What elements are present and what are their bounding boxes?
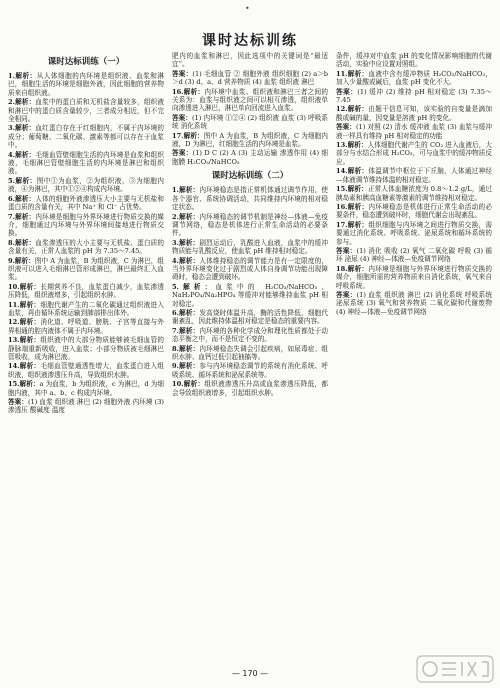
answer-text: 从人体细胞的内环境是组织液、血浆和淋巴，细胞生活的环境是细胞外液，因此细胞的营养物质来自组织液。	[8, 72, 164, 97]
answer-paragraph	[172, 88, 328, 113]
column-2	[172, 52, 328, 662]
answer-paragraph	[172, 213, 328, 238]
answer-label: 1.解析：	[172, 186, 200, 195]
answer-paragraph	[336, 70, 492, 87]
answer-text: 毛细血管壁细胞生活的内环境是血浆和组织液，毛细淋巴管壁细胞生活的内环境是淋巴和组织液。	[8, 150, 164, 176]
answer-label: 答案：	[172, 149, 193, 158]
answer-label: 4.解析：	[172, 256, 200, 265]
answer-text: (1) 缓冲 (2) 维持 pH 相对稳定 (3) 7.35～7.45	[336, 87, 492, 105]
answer-text: (1) 毛细血管 ② 细胞外液 组织细胞 (2) a＞b＞d (3) d、a、d 营养物质 (4) 血浆 组织液 淋巴	[172, 69, 328, 87]
answer-text: 内环境稳态失调会引起疾病，如尿毒症、组织水肿、血钙过低引起抽搐等。	[172, 344, 328, 361]
answer-text: 组织液渗透压升高或血浆渗透压降低，都会导致组织液增多，引起组织水肿。	[172, 380, 328, 397]
answer-paragraph	[336, 88, 492, 105]
answer-label: 6.解析：	[172, 308, 200, 317]
answer-paragraph	[8, 362, 164, 379]
answer-text: 肥内的血浆和淋巴，因此选项中的关键词是“最适宜”。	[172, 52, 328, 69]
answer-paragraph	[8, 239, 164, 256]
answer-label: 3.解析：	[8, 124, 36, 133]
answer-label: 9.解析：	[172, 362, 200, 371]
answer-label: 答案：	[336, 246, 357, 255]
answer-paragraph	[336, 291, 492, 316]
answer-label: 答案：	[336, 290, 357, 299]
answer-text: 消化道、呼吸道、膀胱、子宫等直接与外界相通的腔内液体不属于内环境。	[8, 318, 164, 335]
answer-text: (1) D C (2) A (3) 主动运输 渗透作用 (4) 细胞膜 H₂CO₃/NaHCO₃	[172, 149, 328, 166]
answer-paragraph	[172, 52, 328, 69]
answer-text: 发高烧时体温升高，酶的活性降低，细胞代谢紊乱，因此维持体温相对稳定是稳态的重要内容。	[172, 308, 328, 326]
answer-label: 10.解析：	[8, 282, 41, 291]
answer-paragraph	[172, 132, 328, 149]
answer-label: 13.解析：	[8, 336, 41, 345]
answer-paragraph	[172, 149, 328, 166]
answer-paragraph	[336, 221, 492, 246]
answer-paragraph	[8, 257, 164, 282]
answer-label: 7.解析：	[8, 212, 36, 221]
answer-label: 8.解析：	[8, 238, 36, 247]
answer-label: 答案：	[172, 113, 192, 122]
answer-text: 内环境是细胞与外界环境进行物质交换的媒介，细胞通过内环境与外界环境间接地进行物质交换。	[8, 212, 164, 238]
answer-label: 2.解析：	[172, 212, 200, 221]
answer-paragraph	[172, 114, 328, 131]
answer-paragraph	[172, 309, 328, 326]
answer-text: 图中①为血浆，②为组织液，③为细胞内液，④为淋巴，其中①②④构成内环境。	[8, 176, 164, 194]
answer-paragraph	[172, 380, 328, 397]
answer-label: 答案：	[336, 123, 356, 132]
answer-text: 体温调节中枢位于下丘脑，人体通过神经—体液调节维持体温的相对稳定。	[336, 167, 492, 184]
answer-label: 17.解析：	[336, 220, 369, 229]
answer-paragraph	[8, 283, 164, 300]
column-1	[8, 52, 164, 662]
answer-text: 人体的细胞外液渗透压大小主要与无机盐和蛋白质的含量有关，其中 Na⁺ 和 Cl⁻ 占优势。	[8, 194, 164, 212]
answer-text: 细胞代谢产生的二氧化碳通过组织液进入血浆，再由循环系统运输到肺部排出体外。	[8, 300, 164, 317]
answer-label: 1.解析：	[8, 72, 37, 80]
answer-text: 内环境的各种化学成分和理化性质都处于动态平衡之中，而不是恒定不变的。	[172, 326, 328, 344]
answer-paragraph	[172, 186, 328, 211]
answer-paragraph	[172, 283, 328, 308]
answer-label: 15.解析：	[336, 185, 368, 194]
answer-label: 14.解析：	[336, 167, 369, 176]
answer-text: 组织液中的大部分物质能够被毛细血管的静脉端重新吸收，进入血浆；小部分物质被毛细淋巴管吸收，成为淋巴液。	[8, 336, 164, 361]
answer-text: 由题干信息可知，该实验的自变量是滴加酸或碱的量，因变量是溶液 pH 的变化。	[336, 105, 492, 122]
answer-paragraph	[172, 239, 328, 256]
answer-paragraph	[8, 336, 164, 361]
answer-label: 10.解析：	[172, 380, 205, 389]
answer-text: 内环境稳态的调节机制是神经—体液—免疫调节网络，稳态是机体进行正常生命活动的必要条件。	[172, 212, 328, 238]
answer-paragraph	[172, 327, 328, 344]
answer-paragraph	[8, 318, 164, 335]
answer-label: 3.解析：	[172, 238, 200, 247]
answer-paragraph	[8, 398, 164, 415]
answer-label: 13.解析：	[336, 141, 368, 150]
answer-text: 血红蛋白存在于红细胞内，不属于内环境的成分；葡萄糖、二氧化碳、激素等都可以存在于血浆中。	[8, 124, 164, 150]
answer-paragraph	[8, 380, 164, 397]
answer-text: 图中 A 为血浆，B 为组织液，C 为细胞内液，D 为淋巴，红细胞生活的内环境是血浆。	[172, 131, 328, 149]
answer-paragraph	[336, 141, 492, 166]
answer-label: 11.解析：	[8, 300, 41, 309]
answer-text: 血浆中的 H₂CO₃/NaHCO₃、NaH₂PO₄/Na₂HPO₄ 等缓冲对能够维持血浆 pH 相对稳定。	[172, 282, 328, 308]
answer-text: 正常人体血糖浓度为 0.8～1.2 g/L，通过胰岛素和胰高血糖素等激素的调节维持相对稳定。	[336, 185, 492, 202]
section-title: 课时达标训练（二）	[211, 171, 289, 182]
answer-text: 人体细胞代谢产生的 CO₂ 进入血液后，大部分与水结合形成 H₂CO₃，可与血浆中的缓冲物质反应。	[336, 141, 492, 166]
answer-text: (1) 消化 吸收 (2) 氧气 二氧化碳 呼吸 (3) 循环 泌尿 (4) 神经—体液—免疫调节网络	[336, 246, 492, 264]
answer-text: 血浆中的蛋白质和无机盐含量较多，组织液和淋巴中的蛋白质含量较少，三者成分相近，但不完全相同。	[8, 98, 164, 124]
answer-label: 16.解析：	[172, 87, 205, 96]
answer-text: (1) 血浆 组织液 淋巴 (2) 细胞外液 内环境 (3) 渗透压 酸碱度 温度	[8, 398, 164, 415]
answer-label: 12.解析：	[336, 105, 369, 114]
answer-paragraph	[8, 301, 164, 318]
answer-paragraph	[336, 203, 492, 220]
answer-label: 17.解析：	[172, 131, 204, 140]
answer-paragraph	[8, 151, 164, 176]
answer-text: 组织细胞与内环境之间进行物质交换，需要通过消化系统、呼吸系统、泌尿系统和循环系统的参与。	[336, 220, 492, 246]
answer-columns	[8, 52, 492, 662]
answer-text: (1) 对照 (2) 清水 缓冲液 血浆 (3) 血浆与缓冲液一样具有维持 pH 相对稳定的功能	[336, 123, 492, 140]
answer-paragraph	[336, 265, 492, 290]
answer-label: 14.解析：	[8, 362, 41, 371]
answer-paragraph	[8, 177, 164, 194]
answer-text: 人体维持稳态的调节能力是有一定限度的，当外界环境变化过于剧烈或人体自身调节功能出现障碍时，稳态会遭到破坏。	[172, 256, 328, 282]
answer-paragraph	[336, 185, 492, 202]
answer-text: 毛细血管壁通透性增大，血浆蛋白进入组织液，组织液渗透压升高，导致组织水肿。	[8, 362, 164, 379]
answer-paragraph	[8, 98, 164, 123]
answer-text: 内环境中血浆、组织液和淋巴三者之间的关系为：血浆与组织液之间可以相互渗透，组织液单向渗透进入淋巴，淋巴单向回流进入血浆。	[172, 87, 328, 113]
answer-paragraph	[172, 257, 328, 282]
answer-paragraph	[8, 195, 164, 212]
answer-paragraph	[336, 105, 492, 122]
page-title: 课时达标训练	[202, 33, 298, 49]
answer-text: 内环境稳态是机体进行正常生命活动的必要条件，稳态遭到破坏时，细胞代谢会出现紊乱。	[336, 202, 492, 220]
answer-paragraph	[336, 123, 492, 140]
answer-text: 条件，缓冲对中血浆 pH 的变化情况影响细胞的代谢活动，实验中应设置对照组。	[336, 52, 492, 69]
answer-paragraph	[8, 213, 164, 238]
answer-label: 2.解析：	[8, 98, 36, 107]
answer-text: 内环境是细胞与外界环境进行物质交换的媒介，细胞所需的营养物质来自消化系统，氧气来自呼吸系统。	[336, 264, 492, 290]
answer-label: 7.解析：	[172, 326, 200, 335]
answer-paragraph	[8, 124, 164, 149]
answer-text: 长期营养不良，血浆蛋白减少，血浆渗透压降低，组织液增多，引起组织水肿。	[8, 282, 164, 300]
answer-label: 4.解析：	[8, 150, 36, 159]
answer-label: 5.解析：	[8, 176, 37, 185]
watermark-logo-icon	[416, 654, 494, 684]
answer-paragraph	[8, 72, 164, 97]
answer-text: 内环境稳态是指正常机体通过调节作用，使各个器官、系统协调活动，共同维持内环境的相对稳定状态。	[172, 186, 328, 212]
answer-label: 5.解析：	[172, 282, 216, 291]
answer-paragraph	[336, 52, 492, 69]
answer-label: 12.解析：	[8, 318, 41, 327]
answer-label: 答案：	[172, 69, 193, 78]
answer-text: 血液中含有缓冲物质 H₂CO₃/NaHCO₃，加入少量酸或碱后，血浆 pH 变化不大。	[336, 69, 492, 87]
answer-text: a 为血浆，b 为组织液，c 为淋巴，d 为细胞内液，其中 a、b、c 构成内环境。	[8, 380, 164, 397]
answer-label: 11.解析：	[336, 69, 369, 78]
answer-label: 18.解析：	[336, 264, 369, 273]
page-number: — 170 —	[231, 669, 269, 678]
answer-label: 8.解析：	[172, 344, 200, 353]
answer-label: 答案：	[8, 398, 28, 407]
answer-label: 9.解析：	[8, 256, 35, 265]
answer-text: 血浆渗透压的大小主要与无机盐、蛋白质的含量有关，正常人血浆的 pH 为 7.35～7.45。	[8, 238, 164, 256]
answer-paragraph	[172, 362, 328, 379]
column-3	[336, 52, 492, 662]
section-title: 课时达标训练（一）	[47, 57, 125, 67]
answer-paragraph	[172, 345, 328, 362]
answer-paragraph	[172, 70, 328, 87]
answer-label: 16.解析：	[336, 202, 369, 211]
answer-paragraph	[336, 247, 492, 264]
answer-label: 答案：	[336, 87, 358, 96]
top-dot: •	[245, 4, 250, 13]
answer-text: (1) 内环境 ①②④ (2) 组织液 血浆 (3) 呼吸系统 消化系统	[172, 113, 328, 131]
answer-text: 图中 A 为血浆，B 为组织液，C 为淋巴，组织液可以进入毛细淋巴管形成淋巴，淋巴最终汇入血浆。	[8, 256, 164, 282]
answer-text: 剧烈运动后，乳酸进入血液，血浆中的缓冲物质能与乳酸反应，使血浆 pH 维持相对稳定。	[172, 238, 328, 256]
answer-label: 6.解析：	[8, 194, 36, 203]
answer-paragraph	[336, 167, 492, 184]
answer-text: 参与内环境稳态调节的系统有消化系统、呼吸系统、循环系统和泌尿系统等。	[172, 362, 328, 379]
answer-text: (1) 血浆 组织液 淋巴 (2) 消化系统 呼吸系统 泌尿系统 (3) 氧气和营养物质 二氧化碳和代谢废物 (4) 神经—体液—免疫调节网络	[336, 290, 492, 316]
answer-label: 15.解析：	[8, 380, 40, 389]
